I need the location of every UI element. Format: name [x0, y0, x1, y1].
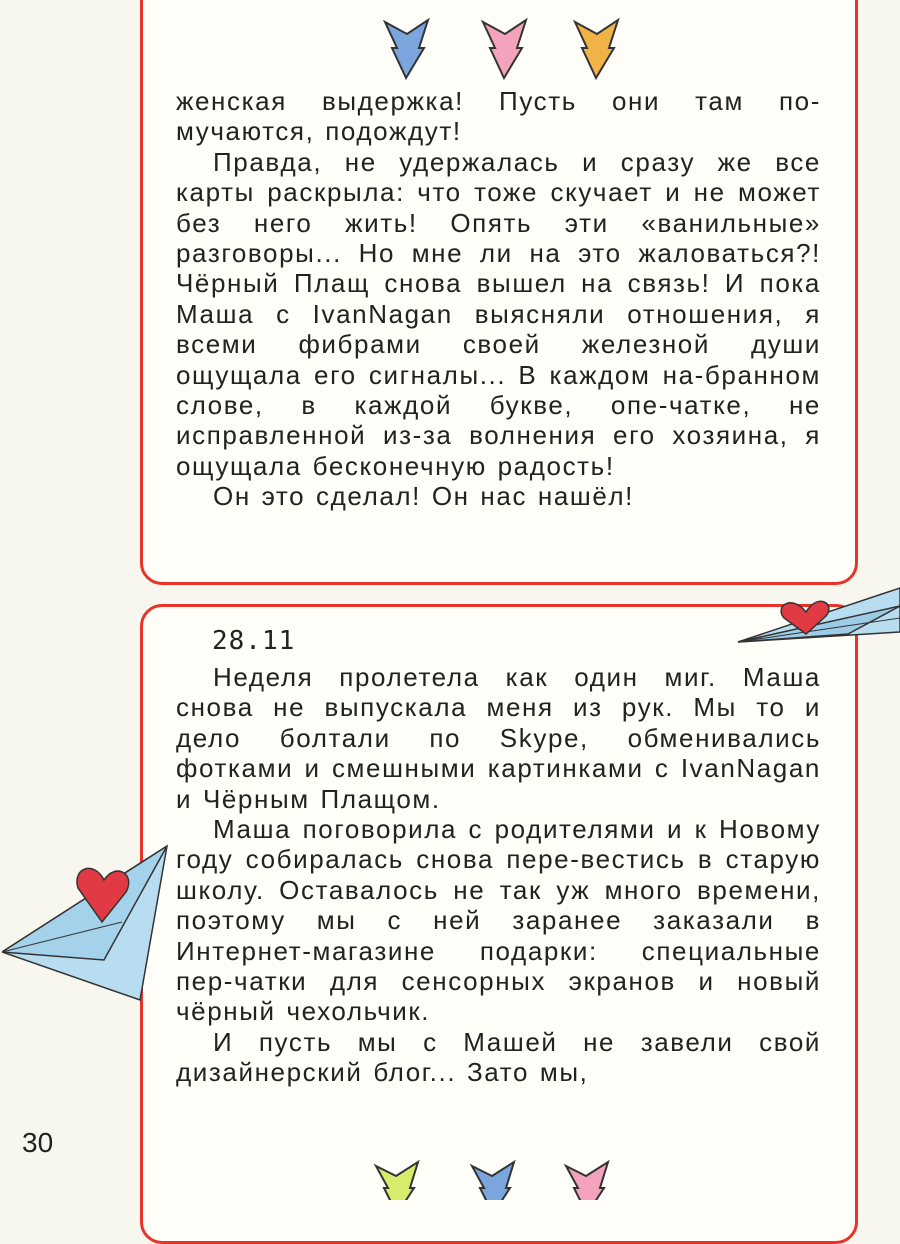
arrow-green-icon [376, 1162, 418, 1200]
page-number: 30 [22, 1127, 54, 1158]
arrow-blue-icon [385, 20, 428, 78]
arrow-pink-icon [483, 20, 526, 78]
bottom-arrows-group [372, 1158, 622, 1200]
paragraph: Правда, не удержалась и сразу же все карты раскрыла: что тоже скучает и не может без него жить! Опять эти «ванильные» разговоры... Но мне ли на это жаловаться?! Чёрный Плащ снова вышел на связь! И пока Маша с IvanNagan выясняли отношения, я всеми фибрами своей железной души ощущала его сигналы... В каждом на-бранном слове, в каждой букве, опе-чатке, не исправленной из-за волнения его хозяина, я ощущала бесконечную радость! [176, 146, 821, 481]
paragraph: Маша поговорила с родителями и к Новому году собиралась снова пере-вестись в старую школу. Оставалось не так уж много времени, поэтому мы с ней заранее заказали в Интернет-магазине подарки: специальные пер-чатки для сенсорных экранов и новый чёрный чехольчик. [176, 814, 821, 1027]
entry-date: 28.11 [212, 626, 296, 656]
top-arrows-group [380, 14, 630, 80]
paragraph: Неделя пролетела как один миг. Маша снова не выпускала меня из рук. Мы то и дело болтали по Skype, обменивались фотками и смешными картинками с IvanNagan и Чёрным Плащом. [176, 662, 821, 814]
arrow-blue-icon [472, 1162, 514, 1200]
arrow-orange-icon [575, 20, 618, 78]
paragraph: Он это сделал! Он нас нашёл! [213, 481, 634, 512]
diary-text-top [176, 86, 821, 512]
diary-text-bottom [176, 662, 821, 1088]
arrow-pink-icon [566, 1162, 608, 1200]
paragraph: женская выдержка! Пусть они там по-мучаются, подождут! [176, 86, 821, 147]
paper-plane-heart-icon [736, 582, 900, 648]
paper-plane-heart-icon [2, 842, 172, 1002]
paragraph: И пусть мы с Машей не завели свой дизайнерский блог... Зато мы, [176, 1026, 821, 1088]
